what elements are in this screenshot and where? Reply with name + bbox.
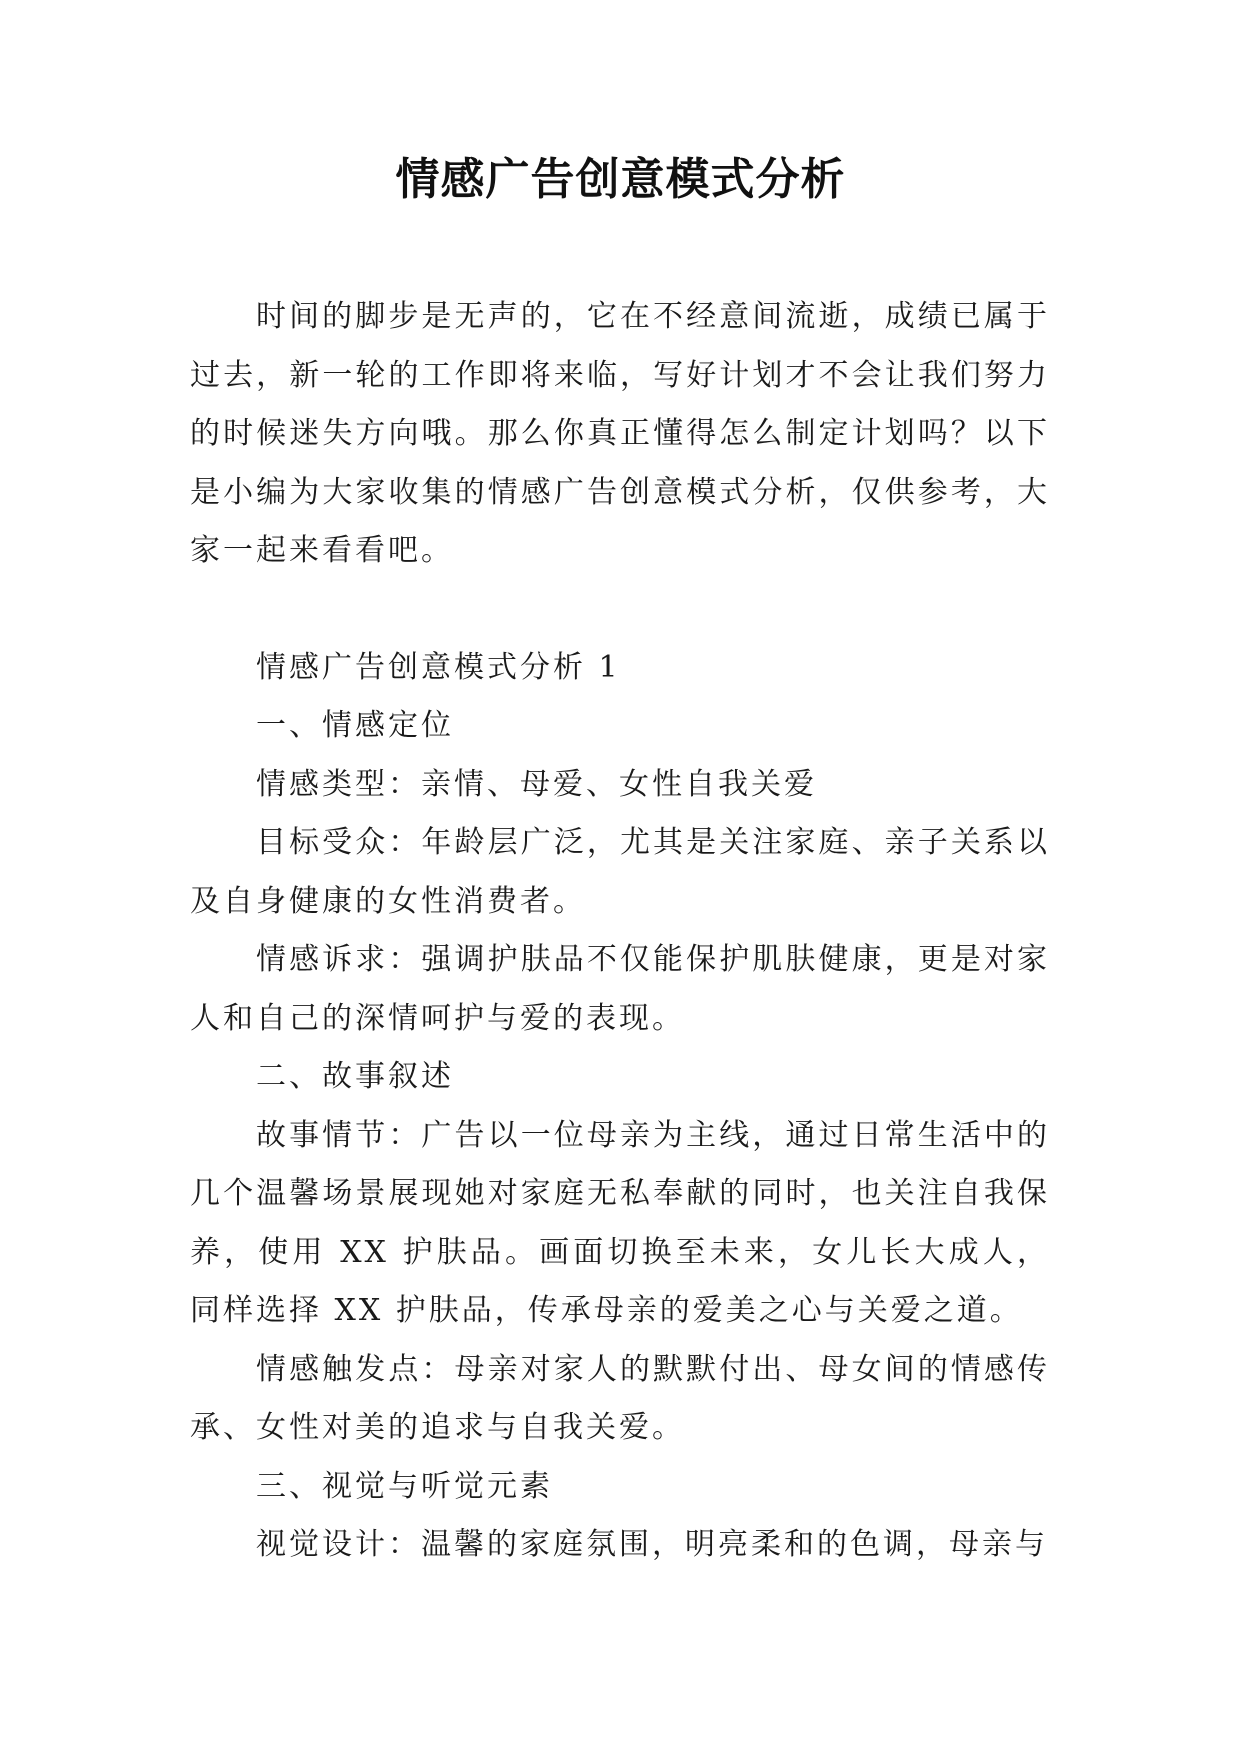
body-paragraph: 情感诉求：强调护肤品不仅能保护肌肤健康，更是对家人和自己的深情呵护与爱的表现。	[190, 942, 1050, 1036]
paragraph-gap	[190, 581, 1050, 639]
body-paragraph: 故事情节：广告以一位母亲为主线，通过日常生活中的几个温馨场景展现她对家庭无私奉献的同时，也关注自我保养，使用 XX 护肤品。画面切换至未来，女儿长大成人，同样选择 XX 护肤品，传承母亲的爱美之心与关爱之道。	[190, 1117, 1050, 1328]
subsection-heading: 一、情感定位	[256, 708, 454, 743]
document-body	[190, 288, 1050, 1575]
body-paragraph: 目标受众：年龄层广泛，尤其是关注家庭、亲子关系以及自身健康的女性消费者。	[190, 825, 1050, 919]
body-paragraph: 情感触发点：母亲对家人的默默付出、母女间的情感传承、女性对美的追求与自我关爱。	[190, 1351, 1050, 1445]
document-title: 情感广告创意模式分析	[395, 154, 846, 205]
subsection-heading: 三、视觉与听觉元素	[256, 1468, 553, 1504]
body-paragraph: 视觉设计：温馨的家庭氛围，明亮柔和的色调，母亲与	[256, 1527, 1048, 1562]
body-paragraph: 情感类型：亲情、母爱、女性自我关爱	[256, 766, 817, 802]
subsection-heading: 二、故事叙述	[256, 1059, 454, 1094]
section-heading: 情感广告创意模式分析 1	[256, 649, 621, 685]
intro-paragraph: 时间的脚步是无声的，它在不经意间流逝，成绩已属于过去，新一轮的工作即将来临，写好计划才不会让我们努力的时候迷失方向哦。那么你真正懂得怎么制定计划吗？以下是小编为大家收集的情感广告创意模式分析，仅供参考，大家一起来看看吧。	[190, 299, 1050, 568]
